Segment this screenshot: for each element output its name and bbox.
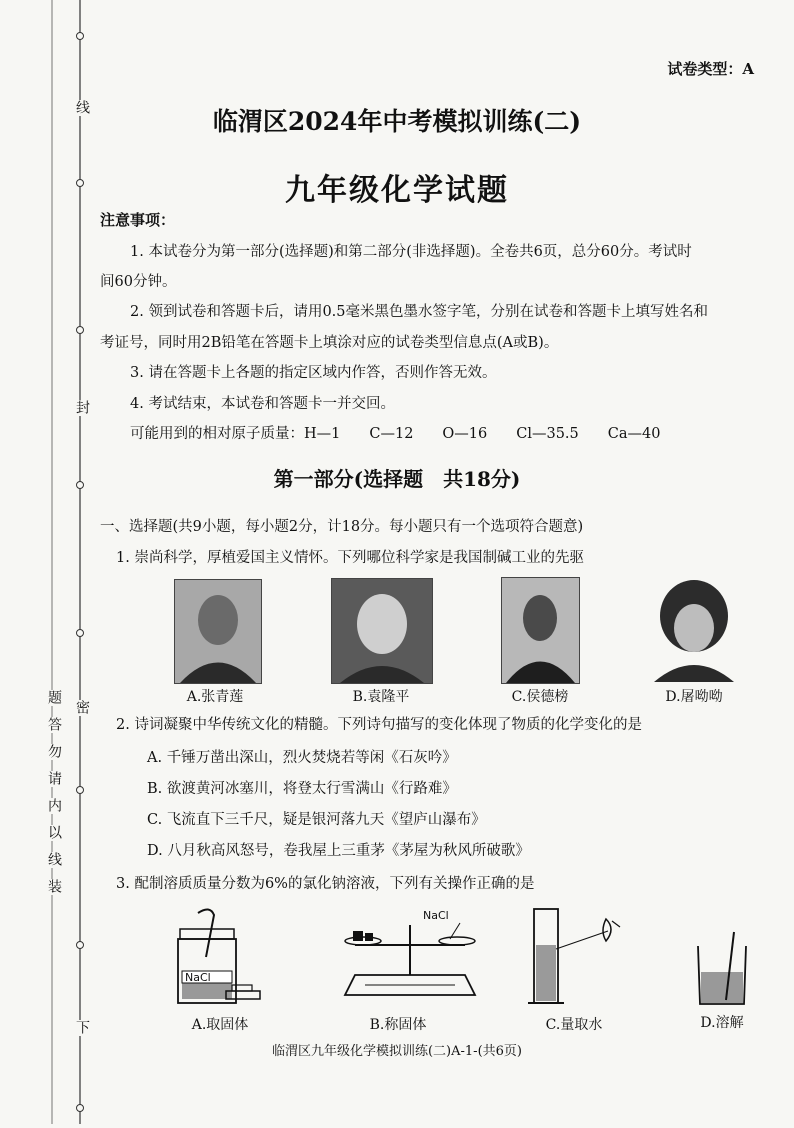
binding-char: 以 <box>46 825 62 841</box>
exam-title: 临渭区2024年中考模拟训练(二) <box>212 107 582 136</box>
scientist-photo-c <box>501 577 580 684</box>
exam-subtitle: 九年级化学试题 <box>285 173 509 208</box>
scientist-photo-b <box>331 578 433 684</box>
binding-char: 线 <box>74 100 90 116</box>
notice-item: 4. 考试结束，本试卷和答题卡一并交回。 <box>130 396 395 412</box>
binding-char: 勿 <box>46 744 62 760</box>
notice-item: 2. 领到试卷和答题卡后，请用0.5毫米黑色墨水签字笔，分别在试卷和答题卡上填写姓名和 <box>130 304 708 320</box>
q2-option-a: A. 千锤万凿出深山，烈火焚烧若等闲《石灰吟》 <box>147 750 457 766</box>
diagram-take-solid <box>170 905 270 1010</box>
notice-heading: 注意事项： <box>100 211 176 229</box>
notice-item: 间60分钟。 <box>100 274 177 290</box>
diagram-measure-water <box>520 905 630 1010</box>
binding-char: 请 <box>46 771 62 787</box>
binding-char: 封 <box>74 400 90 416</box>
section-title: 第一部分(选择题 共18分) <box>273 467 521 491</box>
binding-char: 线 <box>46 852 62 868</box>
reagent-label: NaCl <box>185 971 211 984</box>
q1-option-d: D.屠呦呦 <box>665 689 723 705</box>
diagram-balance <box>335 905 485 1010</box>
q3-option-a: A.取固体 <box>191 1017 249 1033</box>
section-instructions: 一、选择题(共9小题，每小题2分，计18分。每小题只有一个选项符合题意) <box>100 519 584 535</box>
question-1-stem: 1. 崇尚科学，厚植爱国主义情怀。下列哪位科学家是我国制碱工业的先驱 <box>116 550 584 566</box>
q3-option-c: C.量取水 <box>545 1017 603 1033</box>
paper-type-label: 试卷类型：A <box>667 60 754 78</box>
notice-item: 考证号，同时用2B铅笔在答题卡上填涂对应的试卷类型信息点(A或B)。 <box>100 335 559 351</box>
q1-option-a: A.张青莲 <box>186 689 244 705</box>
notice-item: 1. 本试卷分为第一部分(选择题)和第二部分(非选择题)。全卷共6页，总分60分。考试时 <box>130 244 692 260</box>
atomic-mass-line: 可能用到的相对原子质量：H—1 C—12 O—16 Cl—35.5 Ca—40 <box>130 426 661 442</box>
q1-option-b: B.袁隆平 <box>352 689 410 705</box>
q3-option-b: B.称固体 <box>369 1017 427 1033</box>
q2-option-c: C. 飞流直下三千尺，疑是银河落九天《望庐山瀑布》 <box>147 812 486 828</box>
q1-option-c: C.侯德榜 <box>511 689 569 705</box>
scientist-photo-d <box>652 578 736 682</box>
q2-option-b: B. 欲渡黄河冰塞川，将登太行雪满山《行路难》 <box>147 781 457 797</box>
binding-char: 题 <box>46 690 62 706</box>
reagent-label: NaCl <box>423 909 449 922</box>
question-3-stem: 3. 配制溶质质量分数为6%的氯化钠溶液，下列有关操作正确的是 <box>116 876 535 892</box>
page-footer: 临渭区九年级化学模拟训练(二)A-1-(共6页) <box>271 1044 522 1059</box>
binding-char: 答 <box>46 717 62 733</box>
q2-option-d: D. 八月秋高风怒号，卷我屋上三重茅《茅屋为秋风所破歌》 <box>147 843 530 859</box>
binding-char: 下 <box>74 1020 90 1036</box>
diagram-dissolve <box>690 928 760 1010</box>
binding-char: 装 <box>46 879 62 895</box>
notice-item: 3. 请在答题卡上各题的指定区域内作答，否则作答无效。 <box>130 365 497 381</box>
q3-option-d: D.溶解 <box>700 1015 744 1031</box>
binding-char: 密 <box>74 700 90 716</box>
scientist-photo-a <box>174 579 262 684</box>
binding-char: 内 <box>46 798 62 814</box>
question-2-stem: 2. 诗词凝聚中华传统文化的精髓。下列诗句描写的变化体现了物质的化学变化的是 <box>116 717 642 733</box>
